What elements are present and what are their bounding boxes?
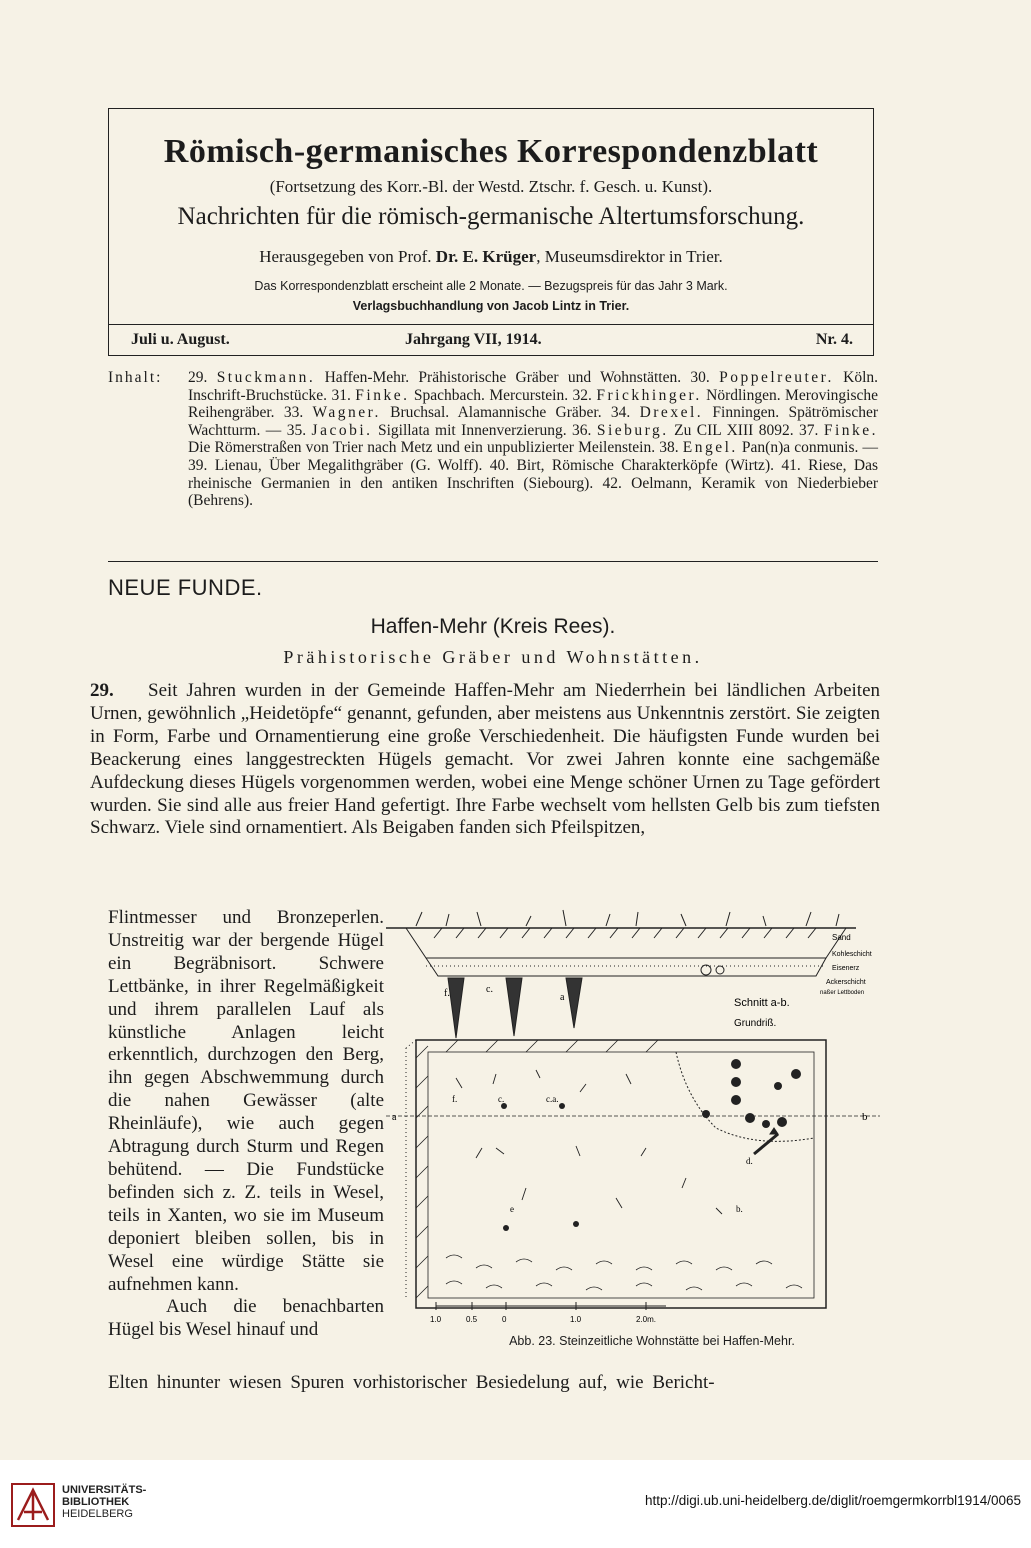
contents-entry: [331, 387, 572, 404]
contents-entry-number: 32.: [572, 386, 597, 404]
issue-month: Juli u. August.: [131, 331, 230, 348]
section-drawing: [386, 910, 856, 1038]
label-kohle: Kohleschicht: [832, 951, 872, 958]
contents-entry-number: 42.: [602, 474, 632, 492]
masthead-box: [108, 108, 874, 356]
label-e-plan: e: [510, 1204, 514, 1214]
article-subtitle: Prähistorische Gräber und Wohnstätten.: [283, 647, 703, 667]
contents-entry: [188, 457, 490, 474]
contents-label: Inhalt:: [108, 369, 163, 386]
contents-entry-author: Sieburg.: [596, 421, 669, 439]
contents-entry-number: 41.: [781, 456, 809, 474]
editor-line: Herausgegeben von Prof. Dr. E. Krüger, Museumsdirektor in Trier.: [259, 247, 723, 266]
contents-entry-text: Riese, Das rheinische Germanien in den antiken Inschriften (Siebourg).: [188, 456, 878, 492]
journal-title: Römisch-germanisches Korrespondenzblatt: [163, 133, 819, 170]
paragraph2-start: Auch die benachbarten Hügel bis Wesel hinauf und: [108, 1296, 384, 1341]
excavation-figure: [386, 898, 880, 1328]
scale-label-1: 0.5: [466, 1315, 478, 1324]
scale-label-3: 1.0: [570, 1315, 582, 1324]
library-logo-icon: [8, 1480, 58, 1530]
contents-entry: [490, 457, 782, 474]
viewer-footer: [0, 1460, 1031, 1548]
paragraph-wrap-text: Flintmesser und Bronzeperlen. Unstreitig war der bergende Hügel ein Begräbnisort. Schwere Lettbänke, in ihrer Regelmäßigkeit und ihrem parallelen Lauf als künstliche Anlagen leicht erkenntlich, durchzogen den Berg, ihn gegen Abschwemmung durch die nahen Gewässer (alte Rheinläufe), wie auch gegen Abtragung durch Sturm und Regen behütend. — Die Fundstücke befinden sich z. Z. teils in Wesel, teils in Xanten, wo sie im Museum deponiert bleiben sollen, bis in Wesel eine würdige Stätte sie aufnehmen kann.: [108, 907, 384, 1295]
contents-entry: [284, 404, 611, 421]
contents-entry-number: 38.: [659, 439, 683, 457]
contents-entry-number: 34.: [610, 404, 640, 422]
contents-entry-text: Die Römerstraßen von Trier nach Metz und ein unpublizierter Meilenstein.: [188, 439, 660, 457]
label-sand: Sand: [832, 933, 851, 942]
scale-bar: [436, 1302, 666, 1310]
contents-entry-number: 36.: [572, 421, 597, 439]
contents-entry-text: Köln. Inschrift-Bruchstücke.: [188, 369, 879, 404]
contents-entry-text: Haffen-Mehr. Prähistorische Gräber und Wohnstätten.: [315, 369, 691, 386]
contents-entry-number: 37.: [799, 421, 824, 439]
contents-entry-author: Engel.: [682, 439, 738, 457]
contents-entry-number: 30.: [690, 369, 720, 386]
contents-entry-text: Birt, Römische Charakterköpfe (Wirtz).: [516, 456, 782, 474]
label-lett: naßer Lettboden: [820, 990, 865, 996]
label-b-plan: b: [862, 1111, 868, 1123]
editor-name: Dr. E. Krüger: [435, 247, 537, 266]
figure-caption: Abb. 23. Steinzeitliche Wohnstätte bei Haffen-Mehr.: [509, 1334, 795, 1348]
contents-entry-author: Poppelreuter.: [719, 369, 834, 386]
contents-entry-author: Wagner.: [312, 404, 381, 422]
label-f-plan: f.: [452, 1094, 458, 1104]
label-ca-plan: c.a.: [546, 1094, 559, 1104]
label-b2-plan: b.: [736, 1204, 743, 1214]
publisher-note: Verlagsbuchhandlung von Jacob Lintz in Trier.: [352, 299, 630, 313]
contents-divider: [108, 561, 878, 562]
contents-entry: [572, 422, 799, 439]
label-a-plan: a: [392, 1112, 397, 1123]
contents-entry-text: Zu CIL XIII 8092.: [668, 421, 800, 439]
contents-entry-text: Bruchsal. Alamannische Gräber.: [380, 404, 611, 422]
paragraph-text: Seit Jahren wurden in der Gemeinde Haffen-Mehr am Niederrhein bei ländlichen Arbeiten Urnen, gewöhnlich „Heidetöpfe“ genannt, gefunden, aber meistens aus Unkenntnis zerstört. Sie zeigten in Form, Farbe und Ornamentierung eine große Verschiedenheit. Die häufigsten Funde wurden bei Beackerung eines langgestreckten Hügels gemacht. Vor zwei Jahren konnte eine sachgemäße Aufdeckung dieses Hügels vorgenommen werden, wobei eine Menge schöner Urnen zu Tage gefördert wurden. Sie sind alle aus freier Hand gefertigt. Ihre Farbe wechselt vom hellsten Gelb bis zum tiefsten Schwarz. Viele sind ornamentiert. Als Beigaben fanden sich Pfeilspitzen,: [90, 680, 880, 839]
label-c-top: c.: [486, 984, 493, 995]
journal-subtitle: Nachrichten für die römisch-germanische Altertumsforschung.: [177, 203, 805, 230]
scale-label-4: 2.0m.: [636, 1315, 657, 1324]
contents-entry-text: Spachbach. Mercurstein.: [409, 386, 573, 404]
contents-entry: [659, 439, 878, 456]
frequency-note: Das Korrespondenzblatt erscheint alle 2 Monate. — Bezugspreis für das Jahr 3 Mark.: [254, 279, 728, 293]
article-paragraph-wrapped: [108, 907, 384, 1342]
contents-entry-author: Frickhinger.: [596, 386, 702, 404]
label-grundriss: Grundriß.: [734, 1018, 777, 1029]
contents-entry-number: 33.: [283, 404, 313, 422]
paragraph2-end: Elten hinunter wiesen Spuren vorhistorischer Besiedelung auf, wie Bericht-: [108, 1372, 715, 1393]
contents-entry-number: 40.: [489, 456, 517, 474]
contents-entry-text: Lienau, Über Megalithgräber (G. Wolff).: [214, 456, 490, 474]
contents-entry-number: 29.: [188, 369, 217, 386]
plan-drawing: [386, 1040, 880, 1308]
contents-entry-number: 35.: [286, 421, 312, 439]
contents-body: [188, 369, 878, 510]
label-c-plan: c.: [498, 1094, 505, 1104]
contents-entry-author: Drexel.: [639, 404, 704, 422]
contents-entry-text: Nördlingen. Merovingische Reihengräber.: [188, 386, 879, 422]
library-name: UNIVERSITÄTS- BIBLIOTHEK HEIDELBERG: [62, 1484, 147, 1520]
label-acker: Ackerschicht: [826, 979, 866, 986]
label-d-plan: d.: [746, 1156, 753, 1166]
label-a-top: a: [560, 992, 565, 1003]
scale-label-2: 0: [502, 1315, 507, 1324]
contents-entry-author: Stuckmann.: [216, 369, 316, 386]
journal-continuation: (Fortsetzung des Korr.-Bl. der Westd. Ztschr. f. Gesch. u. Kunst).: [269, 177, 713, 196]
scale-label-0: 1.0: [430, 1315, 442, 1324]
contents-entry: [188, 369, 690, 386]
contents-entry-text: Finningen. Spätrömischer Wachtturm. —: [188, 404, 879, 439]
contents-entry: [287, 422, 572, 439]
contents-entry-number: 31.: [331, 386, 356, 404]
issue-number: Nr. 4.: [815, 331, 853, 348]
contents-entry-text: Pan(n)a conmunis. —: [737, 439, 879, 457]
label-f-top: f.: [444, 988, 450, 999]
issue-line: [109, 325, 873, 355]
label-schnitt: Schnitt a-b.: [734, 997, 790, 1009]
article-number: 29.: [90, 680, 114, 701]
contents-entry-author: Jacobi.: [311, 421, 373, 439]
section-heading: NEUE FUNDE.: [108, 575, 263, 600]
label-eisen: Eisenerz: [832, 965, 860, 972]
contents-entry-text: Sigillata mit Innenverzierung.: [372, 421, 573, 439]
contents-entry-author: Finke.: [823, 421, 879, 439]
contents-entry-author: Finke.: [355, 386, 410, 404]
article-paragraph: [90, 680, 880, 840]
source-url[interactable]: http://digi.ub.uni-heidelberg.de/diglit/roemgermkorrbl1914/0065: [645, 1493, 1021, 1508]
article-title: Haffen-Mehr (Kreis Rees).: [370, 615, 616, 638]
issue-year: Jahrgang VII, 1914.: [405, 331, 542, 348]
contents-entry-number: 39.: [188, 456, 215, 474]
contents-entry-text: Oelmann, Keramik von Niederbieber (Behrens).: [188, 474, 878, 510]
